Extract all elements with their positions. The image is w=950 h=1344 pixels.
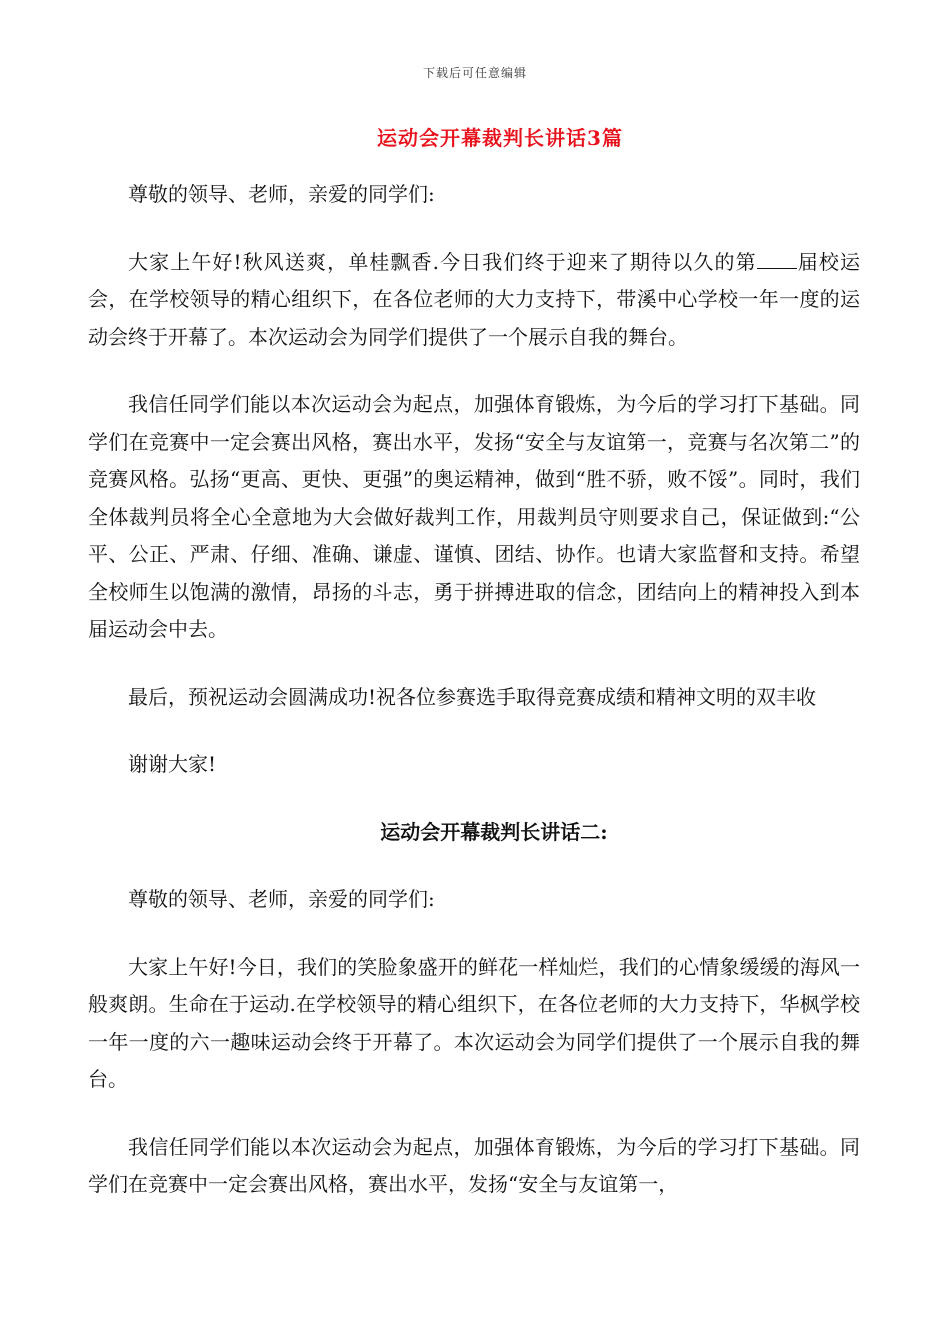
header-note: 下载后可任意编辑 — [422, 66, 527, 80]
spacer — [88, 649, 860, 679]
paragraph-1-4: 谢谢大家! — [128, 752, 217, 776]
greeting-1: 尊敬的领导、老师，亲爱的同学们: — [128, 182, 435, 206]
spacer — [88, 1099, 860, 1129]
paragraph-text: 大家上午好!秋风送爽，单桂飘香.今日我们终于迎来了期待以久的第 — [128, 249, 757, 274]
spacer — [88, 784, 860, 814]
spacer — [88, 851, 860, 881]
paragraph-text: 届校运会，在学校领导的精心组织下，在各位老师的大力支持下，带溪中心学校一年一度的运动会终于开幕了。本次运动会为同学们提供了一个展示自我的舞台。 — [88, 249, 860, 349]
spacer — [88, 214, 860, 244]
paragraph-2-2: 我信任同学们能以本次运动会为起点，加强体育锻炼，为今后的学习打下基础。同学们在竞赛中一定会赛出风格，赛出水平，发扬“安全与友谊第一， — [88, 1134, 860, 1196]
document-title: 运动会开幕裁判长讲话3篇 — [377, 126, 623, 150]
spacer — [88, 356, 860, 386]
paragraph-2-1: 大家上午好!今日，我们的笑脸象盛开的鲜花一样灿烂，我们的心情象缓缓的海风一般爽朗。生命在于运动.在学校领导的精心组织下，在各位老师的大力支持下，华枫学校一年一度的六一趣味运动会终于开幕了。本次运动会为同学们提供了一个展示自我的舞台。 — [88, 954, 860, 1091]
greeting-2: 尊敬的领导、老师，亲爱的同学们: — [128, 887, 435, 911]
section-2-subtitle: 运动会开幕裁判长讲话二: — [380, 819, 608, 844]
document-body — [88, 176, 860, 1204]
spacer — [88, 919, 860, 949]
spacer — [88, 716, 860, 746]
paragraph-1-3: 最后，预祝运动会圆满成功!祝各位参赛选手取得竞赛成绩和精神文明的双丰收 — [128, 684, 817, 709]
fill-in-blank — [757, 248, 797, 269]
paragraph-1-2: 我信任同学们能以本次运动会为起点，加强体育锻炼，为今后的学习打下基础。同学们在竞赛中一定会赛出风格，赛出水平，发扬“安全与友谊第一，竞赛与名次第二”的竞赛风格。弘扬“更高、更快、更强”的奥运精神，做到“胜不骄，败不馁”。同时，我们全体裁判员将全心全意地为大会做好裁判工作，用裁判员守则要求自己，保证做到:“公平、公正、严肃、仔细、准确、谦虚、谨慎、团结、协作。也请大家监督和支持。希望全校师生以饱满的激情，昂扬的斗志，勇于拼搏进取的信念，团结向上的精神投入到本届运动会中去。 — [88, 392, 860, 641]
paragraph-1-1 — [88, 244, 860, 357]
